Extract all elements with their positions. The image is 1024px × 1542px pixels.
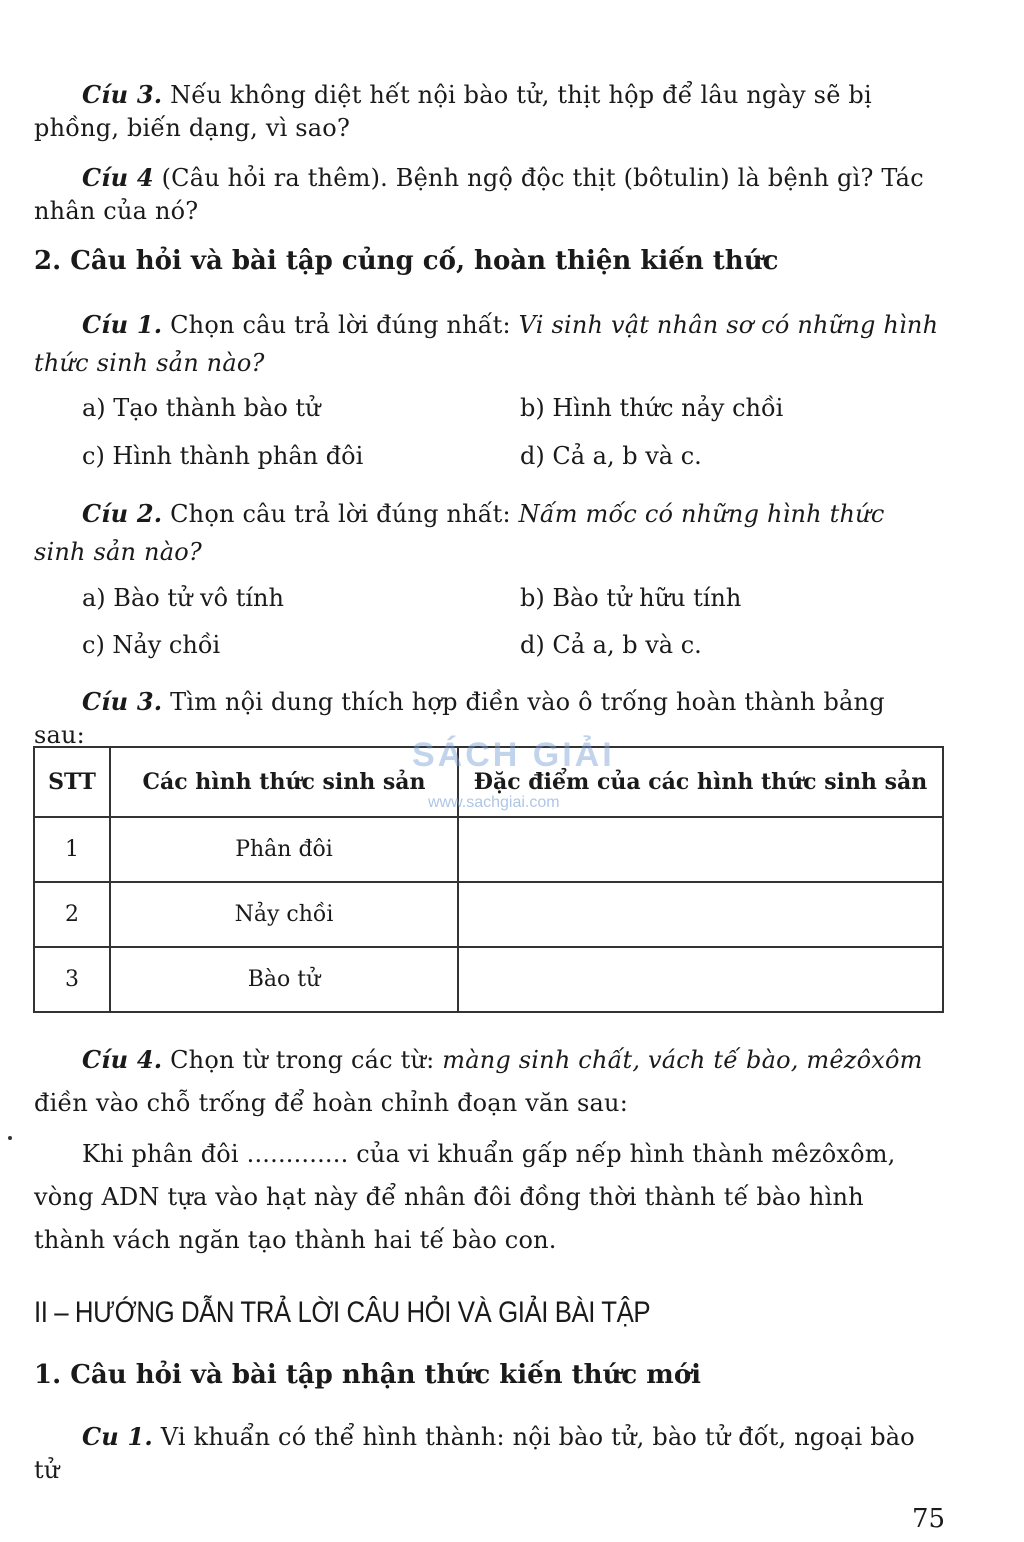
watermark-brand: SÁCH GIẢI	[412, 736, 615, 774]
table-cell-form: Phân đôi	[110, 817, 458, 882]
table-row	[34, 947, 943, 1012]
table-cell-form: Nảy chồi	[110, 882, 458, 947]
header-forms: Các hình thức sinh sản	[110, 747, 458, 817]
option-a: a) Bào tử vô tính	[82, 584, 284, 612]
page-number: 75	[912, 1504, 946, 1534]
table-cell-stt: 3	[34, 947, 110, 1012]
table-cell-stt: 1	[34, 817, 110, 882]
option-b: b) Hình thức nảy chồi	[520, 394, 784, 422]
word-choices: màng sinh chất, vách tế bào, mêzôxôm	[442, 1046, 923, 1074]
answer-label: Cu 1.	[82, 1422, 153, 1451]
option-c: c) Nảy chồi	[82, 631, 221, 659]
question-3-paragraph	[34, 78, 940, 145]
question-label: Cíu 4.	[82, 1045, 163, 1074]
quiz-question-2	[34, 495, 940, 571]
option-b: b) Bào tử hữu tính	[520, 584, 742, 612]
question-text: Nếu không diệt hết nội bào tử, thịt hộp để lâu ngày sẽ bị phồng, biến dạng, vì sao?	[34, 81, 872, 142]
answer-1-paragraph	[34, 1420, 940, 1487]
question-label: Cíu 4	[82, 163, 154, 192]
fill-in-passage: Khi phân đôi ............. của vi khuẩn gấp nếp hình thành mêzôxôm, vòng ADN tựa vào hạt này để nhân đôi đồng thời thành tế bào hình thành vách ngăn tạo thành hai tế bào con.	[34, 1140, 896, 1254]
option-a: a) Tạo thành bào tử	[82, 394, 321, 422]
option-d: d) Cả a, b và c.	[520, 631, 702, 659]
reproduction-table	[33, 746, 944, 1013]
question-prompt: Vi sinh vật nhân sơ có những hình thức sinh sản nào?	[34, 311, 939, 377]
question-label: Cíu 3.	[82, 687, 163, 716]
question-4-paragraph	[34, 161, 940, 228]
table-header-row	[34, 747, 943, 817]
sub-heading: 1. Câu hỏi và bài tập nhận thức kiến thức mới	[34, 1360, 702, 1390]
question-label: Cíu 3.	[82, 80, 163, 109]
question-text: Tìm nội dung thích hợp điền vào ô trống hoàn thành bảng sau:	[34, 688, 885, 749]
question-text: (Câu hỏi ra thêm). Bệnh ngộ độc thịt (bôtulin) là bệnh gì? Tác nhân của nó?	[34, 164, 924, 225]
table-row	[34, 817, 943, 882]
watermark-url: www.sachgiai.com	[428, 794, 560, 811]
question-lead: Chọn từ trong các từ:	[162, 1046, 443, 1074]
table-cell-stt: 2	[34, 882, 110, 947]
header-stt: STT	[34, 747, 110, 817]
stray-mark	[8, 1136, 12, 1140]
option-d: d) Cả a, b và c.	[520, 442, 702, 470]
answer-text: Vi khuẩn có thể hình thành: nội bào tử, bào tử đốt, ngoại bào tử	[34, 1423, 915, 1484]
question-lead: Chọn câu trả lời đúng nhất:	[162, 311, 519, 339]
table-cell-feature	[458, 882, 943, 947]
question-tail: điền vào chỗ trống để hoàn chỉnh đoạn văn sau:	[34, 1089, 629, 1117]
table-cell-form: Bào tử	[110, 947, 458, 1012]
question-label: Cíu 2.	[82, 499, 163, 528]
part-heading: II – HƯỚNG DẪN TRẢ LỜI CÂU HỎI VÀ GIẢI BÀI TẬP	[34, 1296, 651, 1329]
quiz-question-1	[34, 306, 940, 382]
quiz-question-3	[34, 685, 940, 752]
header-features: Đặc điểm của các hình thức sinh sản	[458, 747, 943, 817]
quiz-question-4	[34, 1038, 940, 1125]
section-heading: 2. Câu hỏi và bài tập củng cố, hoàn thiện kiến thức	[34, 246, 779, 276]
question-label: Cíu 1.	[82, 310, 163, 339]
question-prompt: Nấm mốc có những hình thức sinh sản nào?	[34, 500, 885, 566]
table-row	[34, 882, 943, 947]
table-cell-feature	[458, 817, 943, 882]
option-c: c) Hình thành phân đôi	[82, 442, 364, 470]
table-cell-feature	[458, 947, 943, 1012]
question-lead: Chọn câu trả lời đúng nhất:	[162, 500, 519, 528]
